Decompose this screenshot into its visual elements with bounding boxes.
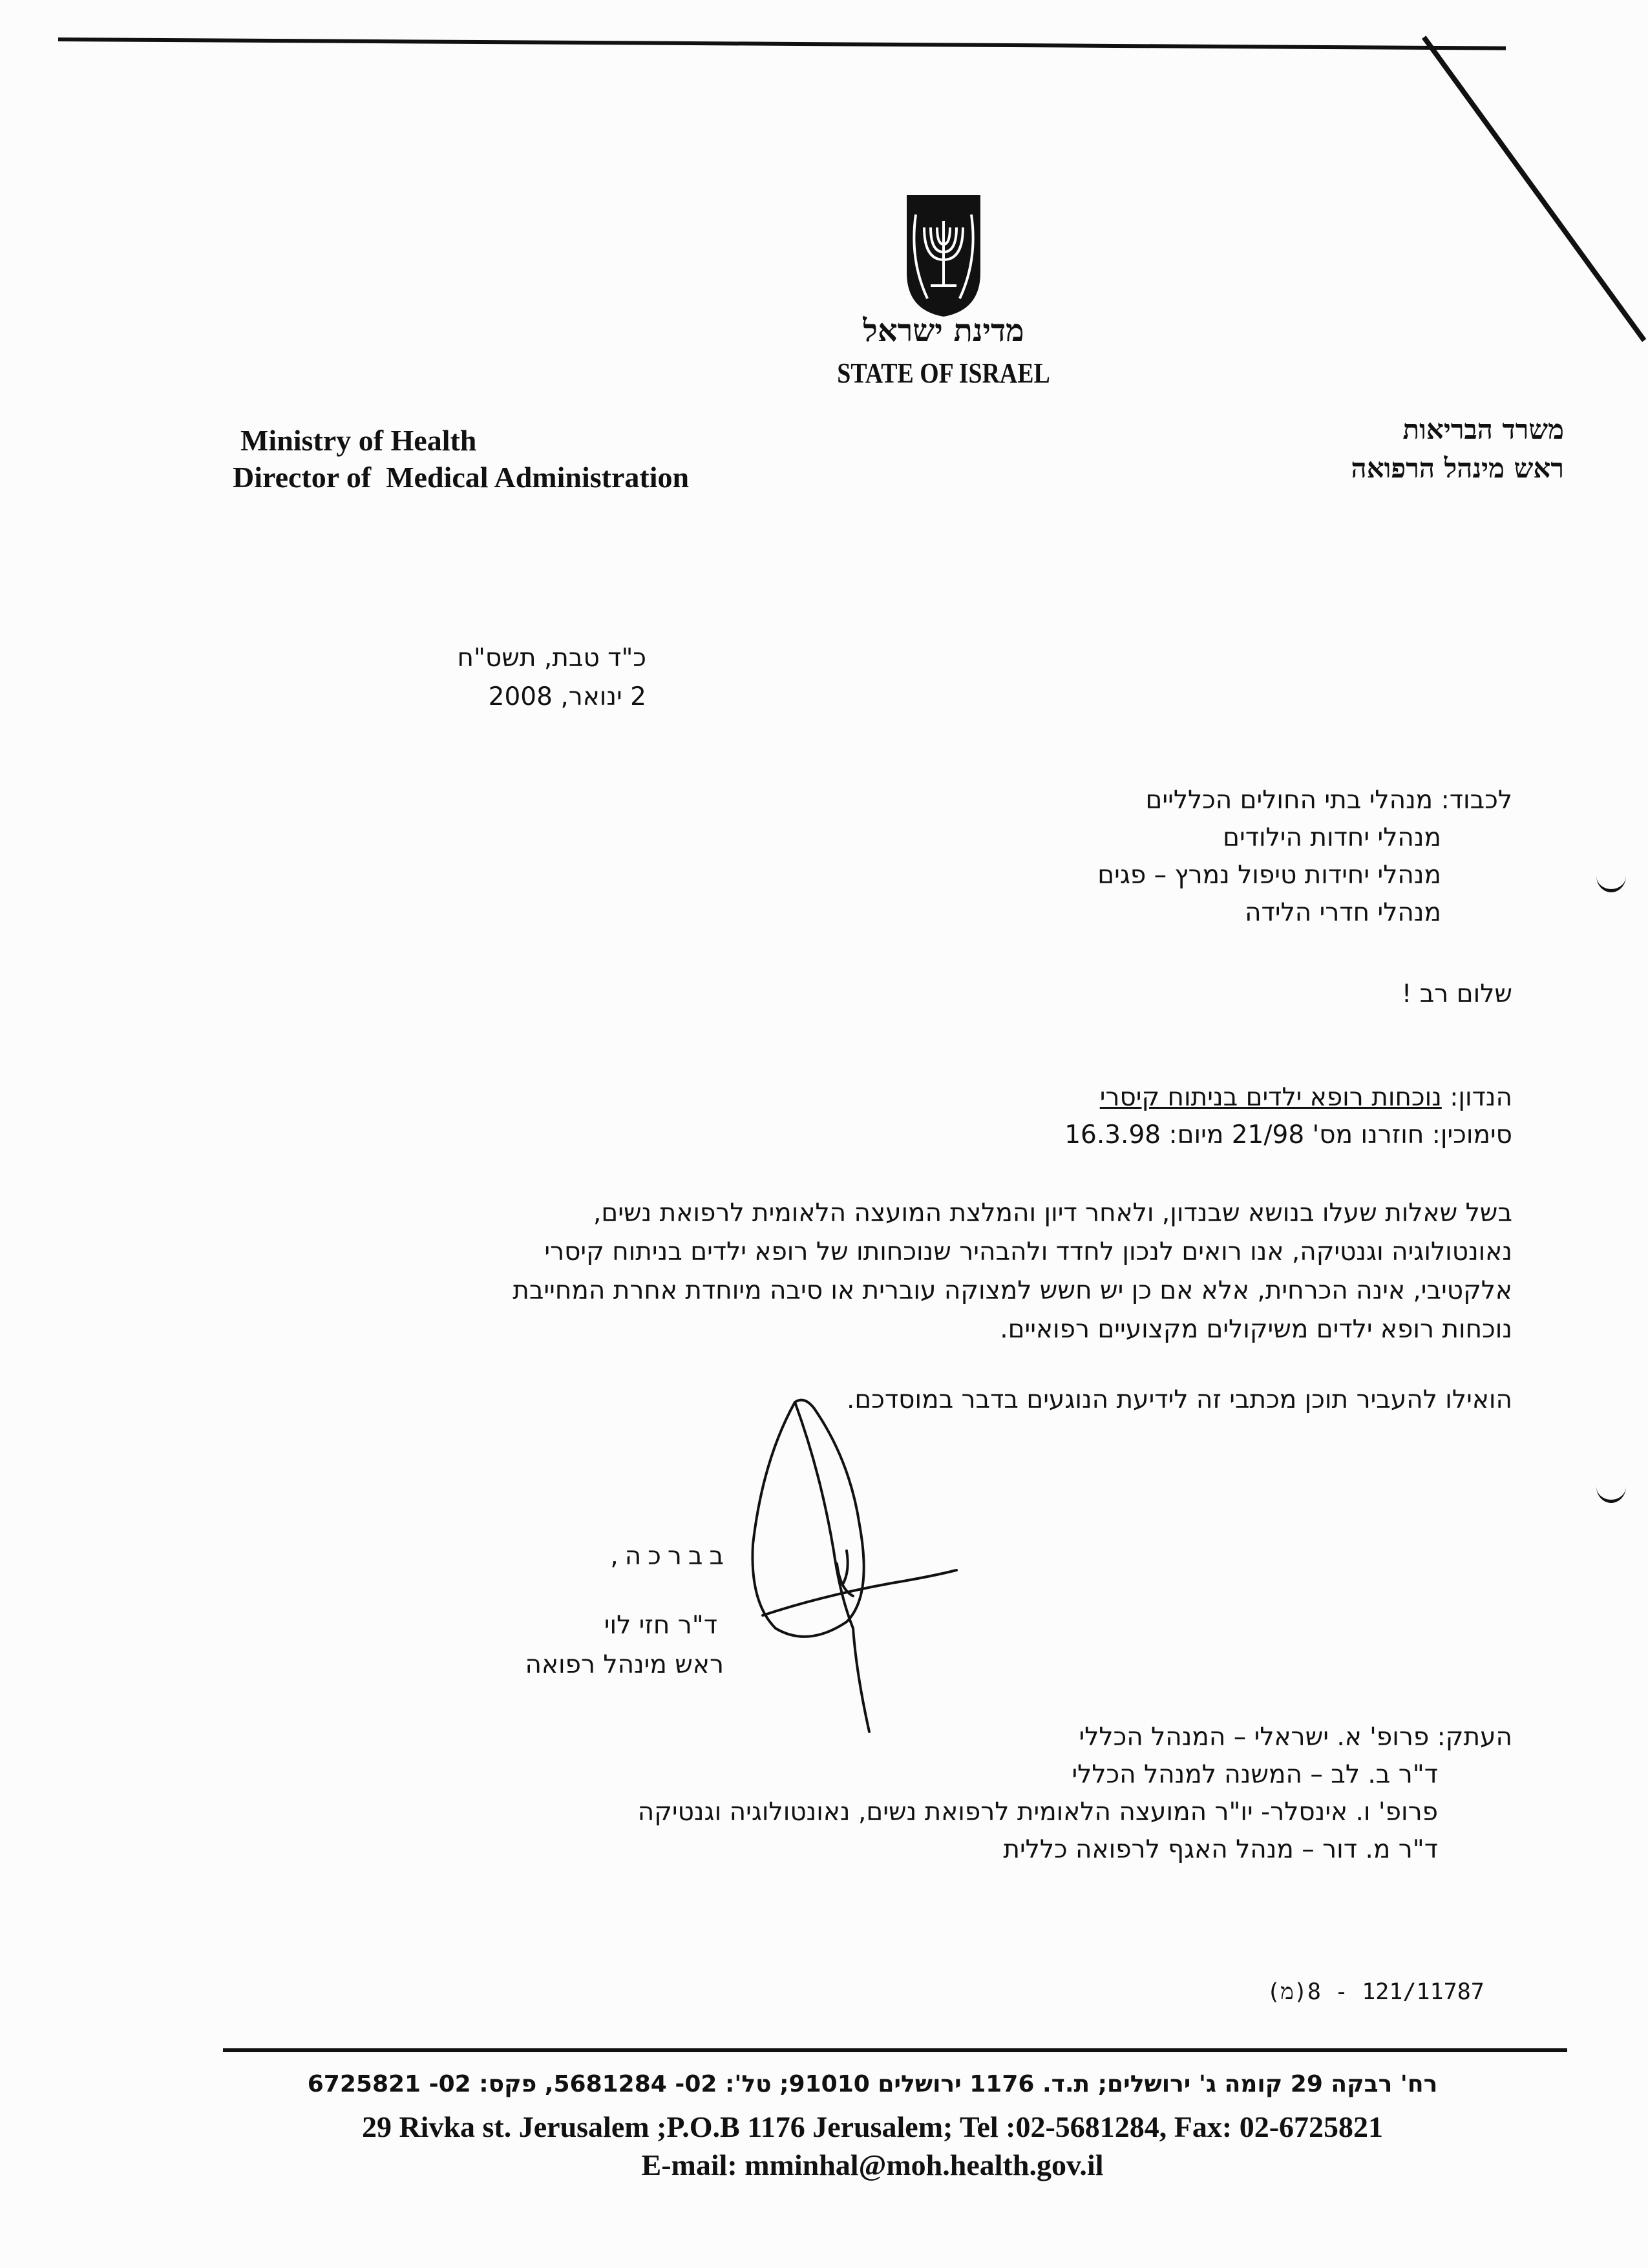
paragraph-line: נאונטולוגיה וגנטיקה, אנו רואים לנכון לחדד ולהבהיר שנוכחותו של רופא ילדים בניתוח קיסרי: [544, 1237, 1512, 1266]
footer-address-english: 29 Rivka st. Jerusalem ;P.O.B 1176 Jerusalem; Tel :02-5681284, Fax: 02-6725821: [361, 2110, 1384, 2143]
recipients-label: לכבוד:: [1441, 786, 1512, 815]
copy-line: ד"ר ב. לב – המשנה למנהל הכללי: [1072, 1760, 1438, 1789]
signer-name: ד"ר חזי לוי: [604, 1611, 717, 1640]
ministry-name-english: Ministry of Health: [240, 424, 477, 457]
handwritten-signature-icon: [724, 1383, 969, 1770]
subject-label: הנדון:: [1450, 1083, 1512, 1112]
paragraph-line: בשל שאלות שעלו בנושא שבנדון, ולאחר דיון והמלצת המועצה הלאומית לרפואת נשים,: [593, 1199, 1512, 1228]
copy-line: [452, 1719, 1512, 1756]
recipients-block: [905, 782, 1512, 932]
greeting: שלום רב !: [1401, 980, 1512, 1009]
ministry-name-hebrew: משרד הבריאות: [1402, 414, 1564, 445]
body-paragraph: [252, 1194, 1512, 1349]
copy-line: פרופ' ו. אינסלר- יו"ר המועצה הלאומית לרפואת נשים, נאונטולוגיה וגנטיקה: [637, 1798, 1438, 1827]
recipient-name: מנהלי בתי החולים הכלליים: [1145, 786, 1433, 815]
recipient-line: [905, 782, 1512, 819]
subject-line: [840, 1079, 1512, 1117]
director-title-hebrew: ראש מינהל הרפואה: [1351, 452, 1564, 484]
pass-on-request: הואילו להעביר תוכן מכתבי זה לידיעת הנוגעים בדבר במוסדכם.: [846, 1385, 1512, 1414]
copy-line: ד"ר מ. דור – מנהל האגף לרפואה כללית: [1003, 1835, 1438, 1864]
reference-label: סימוכין:: [1431, 1120, 1512, 1150]
recipient-line: מנהלי חדרי הלידה: [1245, 898, 1441, 927]
subject-text: נוכחות רופא ילדים בניתוח קיסרי: [1099, 1083, 1442, 1112]
footer-divider: [223, 2048, 1567, 2052]
state-name-hebrew: מדינת ישראל: [863, 313, 1024, 349]
closing-blessing: בברכה,: [610, 1542, 730, 1571]
recipient-line: מנהלי יחידות טיפול נמרץ – פגים: [1097, 861, 1441, 890]
reference-line: [840, 1117, 1512, 1154]
footer-address-hebrew: רח' רבקה 29 קומה ג' ירושלים; ת.ד. 1176 ירושלים 91010; טל': 02- 5681284, פקס: 02- 6725821: [307, 2071, 1438, 2097]
scan-edge-top: [58, 37, 1506, 50]
subject-block: [840, 1079, 1512, 1154]
reference-text: חוזרנו מס' 21/98 מיום: 16.3.98: [1064, 1120, 1424, 1150]
punch-hole-mark: [1596, 1470, 1626, 1503]
state-name-english: STATE OF ISRAEL: [837, 357, 1050, 389]
copies-label: העתק:: [1437, 1723, 1512, 1752]
date-hebrew: כ"ד טבת, תשס"ח: [457, 644, 646, 673]
footer-email: E-mail: mminhal@moh.health.gov.il: [641, 2148, 1104, 2181]
scan-edge-right: [1422, 36, 1646, 342]
recipient-line: מנהלי יחדות הילודים: [1223, 823, 1441, 852]
director-title-english: Director of Medical Administration: [233, 461, 690, 494]
date-gregorian: 2 ינואר, 2008: [488, 682, 646, 711]
punch-hole-mark: [1596, 859, 1626, 892]
paragraph-line: אלקטיבי, אינה הכרחית, אלא אם כן יש חשש למצוקה עוברית או סיבה מיוחדת אחרת המחייבת: [512, 1276, 1512, 1305]
copies-block: [452, 1719, 1512, 1869]
signer-title: ראש מינהל רפואה: [525, 1650, 724, 1679]
document-reference-number: (מ)121/11787 - 8: [1267, 1979, 1484, 2005]
state-emblem-icon: [902, 189, 986, 318]
copy-recipient: פרופ' א. ישראלי – המנהל הכללי: [1079, 1723, 1430, 1752]
paragraph-line: נוכחות רופא ילדים משיקולים מקצועיים רפואיים.: [1000, 1315, 1512, 1344]
